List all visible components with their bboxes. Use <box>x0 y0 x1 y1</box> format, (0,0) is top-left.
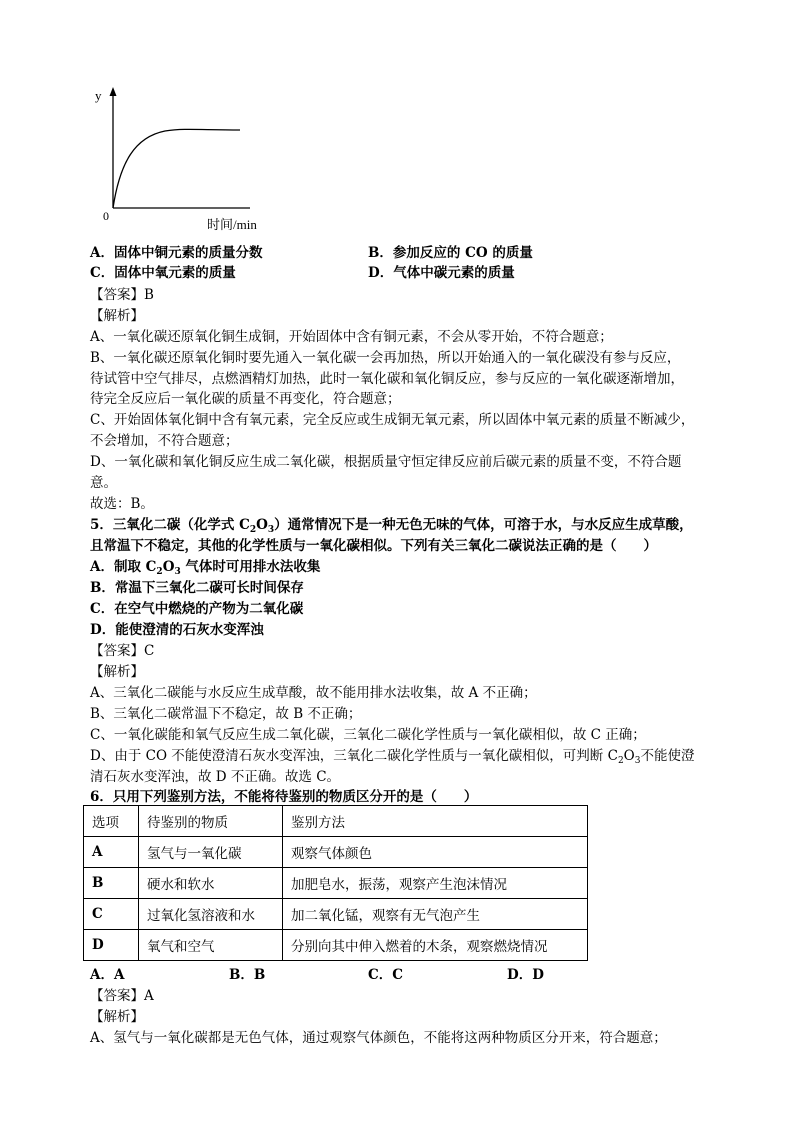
q4-analysis-line: B、一氧化碳还原氧化铜时要先通入一氧化碳一会再加热，所以开始通入的一氧化碳没有参与反应， <box>90 350 681 366</box>
q4-analysis-line: 待试管中空气排尽，点燃酒精灯加热，此时一氧化碳和氧化铜反应，参与反应的一氧化碳逐渐增加， <box>90 371 684 387</box>
table-cell: 加肥皂水，振荡，观察产生泡沫情况 <box>283 868 588 899</box>
q4-option-c: C．固体中氧元素的质量 <box>90 265 236 281</box>
q4-analysis-line: C、开始固体氧化铜中含有氧元素，完全反应或生成铜无氧元素，所以固体中氧元素的质量不断减少， <box>90 412 695 428</box>
q4-analysis-line: A、一氧化碳还原氧化铜生成铜，开始固体中含有铜元素，不会从零开始，不符合题意； <box>90 329 613 345</box>
q6-answer: 【答案】A <box>90 988 154 1004</box>
q4-analysis-line: 待完全反应后一氧化碳的质量不再变化，符合题意； <box>90 391 401 407</box>
table-cell: 过氧化氢溶液和水 <box>139 899 283 930</box>
q5-analysis-line: C、一氧化碳能和氧气反应生成二氧化碳，三氧化二碳化学性质与一氧化碳相似，故 C 正确； <box>90 727 646 743</box>
table-row <box>84 899 588 930</box>
q4-option-a: A．固体中铜元素的质量分数 <box>90 245 263 261</box>
q6-option-a: A．A <box>90 967 125 983</box>
q5-analysis-line-d: D、由于 CO 不能使澄清石灰水变浑浊，三氧化二碳化学性质与一氧化碳相似，可判断 $C_2O_3$不能使澄 <box>90 748 695 766</box>
curve-line <box>113 129 240 208</box>
x-axis-label: 时间/min <box>207 217 257 232</box>
q5-option-d: D．能使澄清的石灰水变浑浊 <box>90 622 264 638</box>
q6-option-b: B．B <box>229 967 266 983</box>
table-cell: 氧气和空气 <box>139 930 283 961</box>
q4-answer: 【答案】B <box>90 287 154 303</box>
table-cell: 氢气与一氧化碳 <box>139 837 283 868</box>
q4-option-d: D．气体中碳元素的质量 <box>368 265 515 281</box>
q4-analysis-line: D、一氧化碳和氧化铜反应生成二氧化碳，根据质量守恒定律反应前后碳元素的质量不变，不符合题 <box>90 454 682 470</box>
table-row <box>84 868 588 899</box>
table-cell: D <box>84 930 139 961</box>
q4-analysis-title: 【解析】 <box>90 308 144 324</box>
q5-option-b: B．常温下三氧化二碳可长时间保存 <box>90 580 304 596</box>
q5-option-c: C．在空气中燃烧的产物为二氧化碳 <box>90 601 304 617</box>
table-cell: 加二氧化锰，观察有无气泡产生 <box>283 899 588 930</box>
q6-table <box>83 805 588 961</box>
q6-analysis-title: 【解析】 <box>90 1009 144 1025</box>
q4-analysis-line: 不会增加，不符合题意； <box>90 433 239 449</box>
q5-analysis-line: B、三氧化二碳常温下不稳定，故 B 不正确； <box>90 706 362 722</box>
table-header-row <box>84 806 588 837</box>
q6-analysis-line: A、氢气与一氧化碳都是无色气体，通过观察气体颜色，不能将这两种物质区分开来，符合题意； <box>90 1030 667 1046</box>
table-cell: A <box>84 837 139 868</box>
table-cell: 分别向其中伸入燃着的木条，观察燃烧情况 <box>283 930 588 961</box>
origin-label: 0 <box>103 209 109 223</box>
table-cell: C <box>84 899 139 930</box>
q5-analysis-title: 【解析】 <box>90 664 144 680</box>
table-cell: 观察气体颜色 <box>283 837 588 868</box>
q5-analysis-line: 清石灰水变浑浊，故 D 不正确。故选 C。 <box>90 769 341 785</box>
table-cell: B <box>84 868 139 899</box>
table-row <box>84 837 588 868</box>
q6-option-c: C．C <box>368 967 403 983</box>
q5-stem-line2: 且常温下不稳定，其他的化学性质与一氧化碳相似。下列有关三氧化二碳说法正确的是（ ） <box>90 538 657 554</box>
table-row <box>84 930 588 961</box>
graph-svg <box>90 82 290 232</box>
table-header-cell: 待鉴别的物质 <box>139 806 283 837</box>
q5-analysis-line: A、三氧化二碳能与水反应生成草酸，故不能用排水法收集，故 A 不正确； <box>90 685 537 701</box>
table-header-cell: 鉴别方法 <box>283 806 588 837</box>
q6-option-d: D．D <box>507 967 544 983</box>
q4-analysis-line: 意。 <box>90 475 117 491</box>
q5-answer: 【答案】C <box>90 643 155 659</box>
q4-option-b: B．参加反应的 CO 的质量 <box>368 245 533 261</box>
table-header-cell: 选项 <box>84 806 139 837</box>
table-cell: 硬水和软水 <box>139 868 283 899</box>
q4-conclusion: 故选：B。 <box>90 496 154 512</box>
q5-option-a: A．制取 $C_2O_3$ 气体时可用排水法收集 <box>90 559 321 577</box>
q5-stem-line1: 5．三氧化二碳（化学式 $C_2O_3$）通常情况下是一种无色无味的气体，可溶于水，与水反应生成草酸， <box>90 517 693 535</box>
saturation-curve-graph <box>90 82 290 232</box>
q6-stem: 6．只用下列鉴别方法，不能将待鉴别的物质区分开的是（ ） <box>90 789 478 805</box>
y-axis-label: y <box>95 88 102 103</box>
y-axis-arrow-icon <box>110 87 117 96</box>
